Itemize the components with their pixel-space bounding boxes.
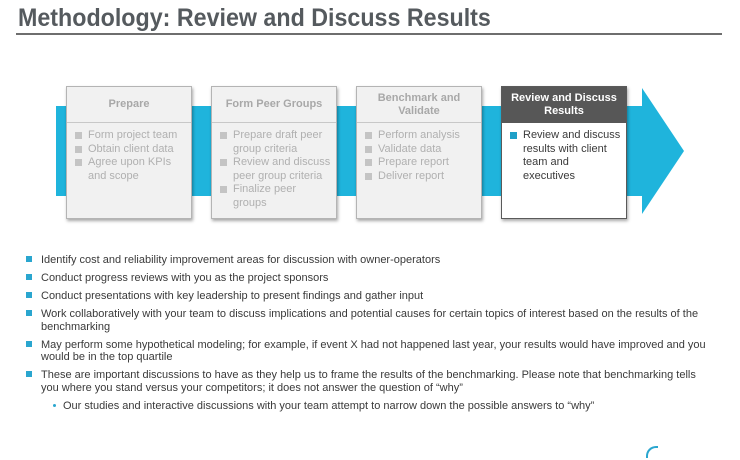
bullet-item: These are important discussions to have as they help us to frame the results of the benchmarking. Please note that benchmarking tells you where you stand versus your competitors; it does not answer the question of “why”: [26, 369, 716, 394]
bullet-item: Work collaboratively with your team to discuss implications and potential causes for certain topics of interest based on the results of the benchmarking: [26, 308, 716, 333]
page-title: Methodology: Review and Discuss Results: [18, 4, 491, 32]
step-item: Prepare report: [365, 156, 477, 170]
step-form-peer-groups: [211, 86, 337, 219]
step-title: Prepare: [67, 87, 191, 123]
bullet-item: May perform some hypothetical modeling; for example, if event X had not happened last year, your results would have improved and you would be in the top quartile: [26, 339, 716, 364]
step-item: Validate data: [365, 143, 477, 157]
bullet-item: Identify cost and reliability improvement areas for discussion with owner-operators: [26, 254, 716, 267]
title-divider: [16, 33, 722, 35]
step-title: Form Peer Groups: [212, 87, 336, 123]
step-item: Finalize peer groups: [220, 183, 332, 210]
bullet-item: Conduct presentations with key leadership to present findings and gather input: [26, 290, 716, 303]
discussion-bullets: [26, 254, 716, 418]
step-item: Review and discuss peer group criteria: [220, 156, 332, 183]
step-item: Perform analysis: [365, 129, 477, 143]
step-prepare: [66, 86, 192, 219]
step-benchmark-and-validate: [356, 86, 482, 219]
step-review-and-discuss: [501, 86, 627, 219]
step-item: Obtain client data: [75, 143, 187, 157]
bullet-item: Conduct progress reviews with you as the project sponsors: [26, 272, 716, 285]
step-title: Benchmark and Validate: [357, 87, 481, 123]
step-item: Review and discuss results with client team and executives: [510, 129, 622, 183]
sub-bullet-item: Our studies and interactive discussions with your team attempt to narrow down the possible answers to “why”: [26, 400, 716, 413]
step-item: Agree upon KPIs and scope: [75, 156, 187, 183]
step-item: Deliver report: [365, 170, 477, 184]
logo-mark: [646, 446, 658, 458]
step-item: Prepare draft peer group criteria: [220, 129, 332, 156]
step-item: Form project team: [75, 129, 187, 143]
step-title: Review and Discuss Results: [502, 87, 626, 123]
